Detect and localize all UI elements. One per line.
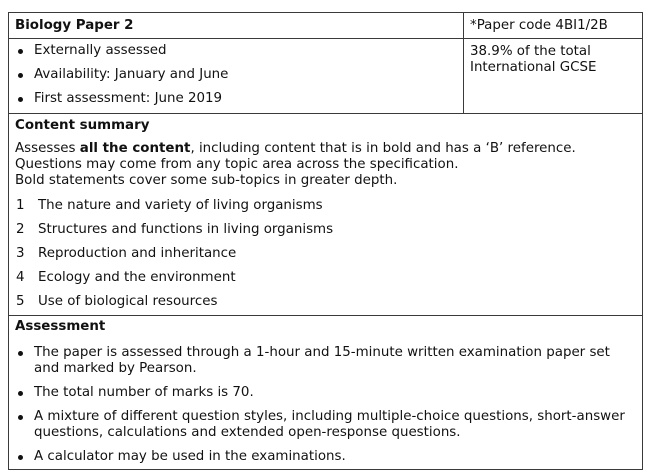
content-summary-heading: Content summary bbox=[15, 118, 150, 133]
assessment-item-line-2: questions, calculations and extended open-response questions. bbox=[34, 425, 461, 440]
intro-bold: all the content bbox=[79, 141, 191, 156]
divider-info bbox=[8, 113, 643, 114]
topic-number: 3 bbox=[16, 246, 25, 261]
info-item: First assessment: June 2019 bbox=[34, 91, 223, 106]
paper-title: Biology Paper 2 bbox=[15, 18, 134, 33]
content-summary-line-2: Questions may come from any topic area across the specification. bbox=[15, 157, 459, 172]
topic-number: 2 bbox=[16, 222, 25, 237]
bullet-icon bbox=[18, 73, 23, 78]
assessment-item-line-1: A mixture of different question styles, including multiple-choice questions, short-answer bbox=[34, 409, 625, 424]
weight-line-2: International GCSE bbox=[470, 60, 597, 75]
bullet-icon bbox=[18, 97, 23, 102]
topic-number: 4 bbox=[16, 270, 25, 285]
intro-prefix: Assesses bbox=[15, 141, 80, 156]
topic-number: 1 bbox=[16, 198, 25, 213]
assessment-item-line-1: The total number of marks is 70. bbox=[34, 385, 254, 400]
divider-content-summary bbox=[8, 315, 643, 316]
topic-number: 5 bbox=[16, 294, 25, 309]
paper-code: *Paper code 4BI1/2B bbox=[470, 18, 608, 33]
assessment-item-line-2: and marked by Pearson. bbox=[34, 361, 197, 376]
topic-label: Reproduction and inheritance bbox=[38, 246, 237, 261]
divider-header bbox=[8, 38, 643, 39]
bullet-icon bbox=[18, 455, 23, 460]
bullet-icon bbox=[18, 391, 23, 396]
content-summary-line-3: Bold statements cover some sub-topics in greater depth. bbox=[15, 173, 398, 188]
info-item: Externally assessed bbox=[34, 43, 167, 58]
topic-label: Structures and functions in living organisms bbox=[38, 222, 334, 237]
assessment-item-line-1: A calculator may be used in the examinations. bbox=[34, 449, 346, 464]
intro-suffix: , including content that is in bold and has a ‘B’ reference. bbox=[190, 141, 576, 156]
column-divider bbox=[463, 12, 464, 114]
info-item: Availability: January and June bbox=[34, 67, 229, 82]
topic-label: Ecology and the environment bbox=[38, 270, 236, 285]
weight-line-1: 38.9% of the total bbox=[470, 44, 591, 59]
topic-label: The nature and variety of living organisms bbox=[38, 198, 323, 213]
bullet-icon bbox=[18, 49, 23, 54]
assessment-heading: Assessment bbox=[15, 319, 106, 334]
content-summary-intro bbox=[15, 141, 576, 157]
topic-label: Use of biological resources bbox=[38, 294, 218, 309]
bullet-icon bbox=[18, 351, 23, 356]
bullet-icon bbox=[18, 415, 23, 420]
assessment-item-line-1: The paper is assessed through a 1-hour and 15-minute written examination paper set bbox=[34, 345, 610, 360]
